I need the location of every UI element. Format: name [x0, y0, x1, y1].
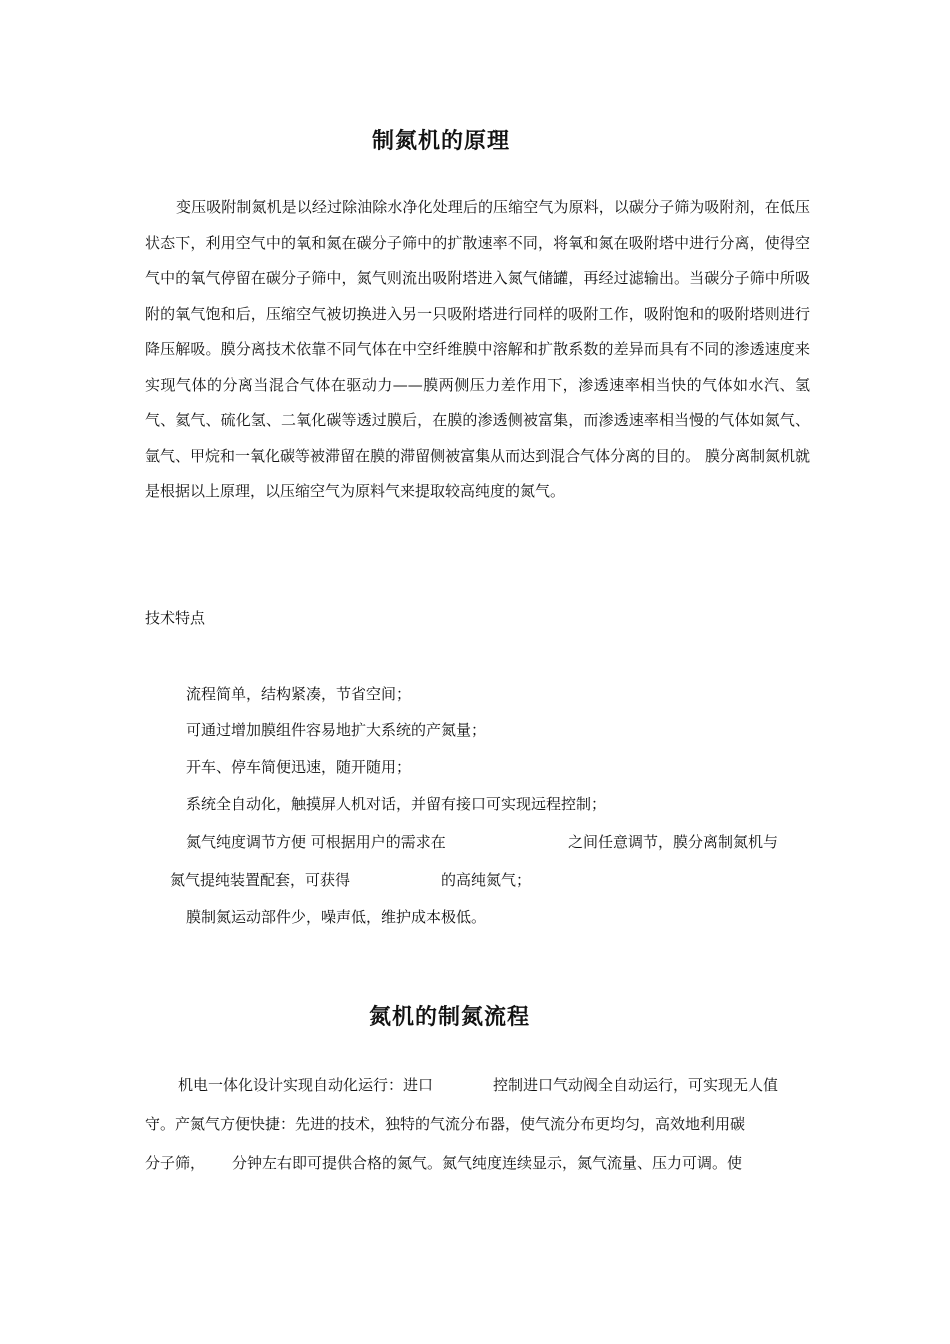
section2-line3-part1: 分子筛， [145, 1154, 206, 1172]
feature-item-3: 开车、停车简便迅速，随开随用； [186, 758, 412, 776]
section2-title: 氮机的制氮流程 [369, 1005, 531, 1030]
feature-item-1: 流程简单，结构紧凑，节省空间； [186, 685, 412, 703]
feature-item-5-line2-part2: 的高纯氮气； [441, 871, 532, 889]
feature-item-4: 系统全自动化，触摸屏人机对话，并留有接口可实现远程控制； [186, 795, 607, 813]
feature-item-5-part1: 氮气纯度调节方便 可根据用户的需求在 [186, 833, 446, 851]
feature-item-5-part2: 之间任意调节，膜分离制氮机与 [568, 833, 779, 851]
feature-item-5-line2-part1: 氮气提纯装置配套，可获得 [170, 871, 351, 889]
section2-line2: 守。产氮气方便快捷：先进的技术，独特的气流分布器，使气流分布更均匀，高效地利用碳 [145, 1115, 746, 1133]
features-heading: 技术特点 [145, 609, 206, 627]
feature-item-2: 可通过增加膜组件容易地扩大系统的产氮量； [186, 721, 487, 739]
section1-paragraph: 变压吸附制氮机是以经过除油除水净化处理后的压缩空气为原料，以碳分子筛为吸附剂，在低压状态下，利用空气中的氧和氮在碳分子筛中的扩散速率不同，将氧和氮在吸附塔中进行分离，使得空气中的氧气停留在碳分子筛中，氮气则流出吸附塔进入氮气储罐，再经过滤输出。当碳分子筛中所吸附的氧气饱和后，压缩空气被切换进入另一只吸附塔进行同样的吸附工作，吸附饱和的吸附塔则进行降压解吸。膜分离技术依靠不同气体在中空纤维膜中溶解和扩散系数的差异而具有不同的渗透速度来实现气体的分离当混合气体在驱动力——膜两侧压力差作用下，渗透速率相当快的气体如水汽、氢气、氦气、硫化氢、二氧化碳等透过膜后，在膜的渗透侧被富集，而渗透速率相当慢的气体如氮气、氩气、甲烷和一氧化碳等被滞留在膜的滞留侧被富集从而达到混合气体分离的目的。 膜分离制氮机就是根据以上原理，以压缩空气为原料气来提取较高纯度的氮气。 [145, 198, 810, 500]
feature-item-6: 膜制氮运动部件少，噪声低，维护成本极低。 [186, 908, 487, 926]
section2-line3-part2: 分钟左右即可提供合格的氮气。氮气纯度连续显示，氮气流量、压力可调。使 [232, 1154, 743, 1172]
section2-line1-part1: 机电一体化设计实现自动化运行：进口 [178, 1076, 434, 1094]
section1-title: 制氮机的原理 [372, 129, 511, 154]
section2-line1-part2: 控制进口气动阀全自动运行，可实现无人值 [493, 1076, 779, 1094]
